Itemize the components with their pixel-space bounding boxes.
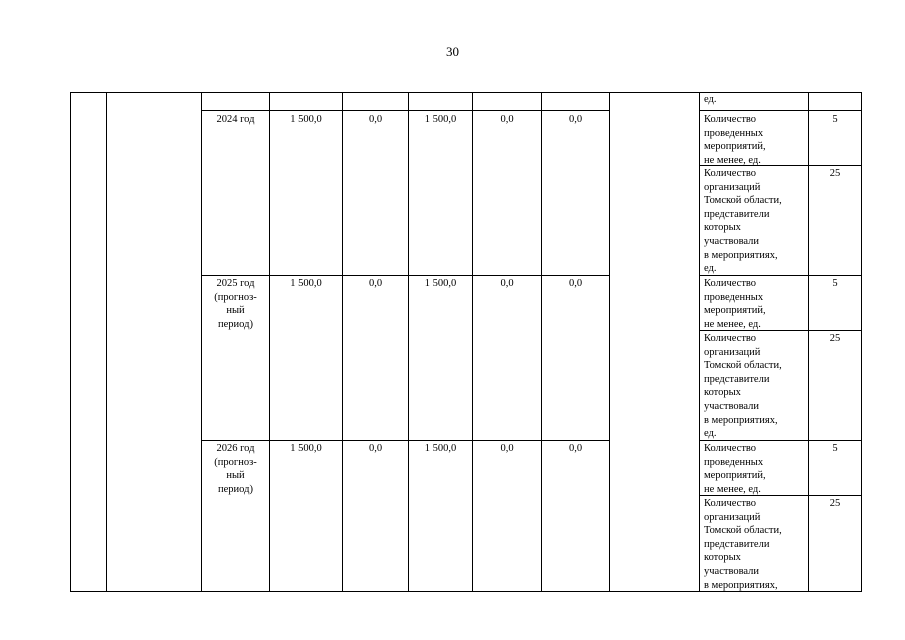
table-column-divider xyxy=(472,92,473,591)
table-cell-value: 0,0 xyxy=(368,443,383,454)
table-row-divider xyxy=(201,275,610,276)
table-cell-year: 2024 год xyxy=(216,114,255,125)
table-cell-value: 1 500,0 xyxy=(424,278,457,289)
table-row-divider xyxy=(201,440,610,441)
table-column-divider xyxy=(106,92,107,591)
table-cell-value: 0,0 xyxy=(500,278,514,289)
table-border-top xyxy=(70,92,862,93)
table-cell-value: 1 500,0 xyxy=(424,114,457,125)
table-cell-indicator: Количество организаций Томской области, представители которых участвовали в мероприятиях, ед. xyxy=(704,333,782,440)
table-cell-value: 0,0 xyxy=(368,114,383,125)
table-column-divider xyxy=(541,92,542,591)
table-cell-value: 1 500,0 xyxy=(290,278,322,289)
table-column-divider xyxy=(609,92,610,591)
table-cell-year: 2026 год (прогноз- ный период) xyxy=(214,443,257,495)
table-cell-value: 1 500,0 xyxy=(290,443,322,454)
table-cell-value: 0,0 xyxy=(368,278,383,289)
table-row-divider xyxy=(201,110,610,111)
table-border-left xyxy=(70,92,71,591)
table-cell-value: 0,0 xyxy=(568,278,583,289)
table-column-divider xyxy=(201,92,202,591)
table-cell-indicator-value: 25 xyxy=(829,498,841,509)
table-column-divider xyxy=(269,92,270,591)
table-cell-value: 0,0 xyxy=(568,443,583,454)
table-cell-value: 1 500,0 xyxy=(290,114,322,125)
table-column-divider xyxy=(342,92,343,591)
table-column-divider xyxy=(408,92,409,591)
table-cell-indicator-value: 5 xyxy=(832,443,838,454)
table-border-right xyxy=(861,92,862,591)
table-row-divider xyxy=(699,110,862,111)
table-cell-year: 2025 год (прогноз- ный период) xyxy=(214,278,257,330)
table-cell-indicator: Количество проведенных мероприятий, не менее, ед. xyxy=(704,443,766,495)
table-cell-top-fragment: ед. xyxy=(704,94,717,105)
table-cell-value: 0,0 xyxy=(500,443,514,454)
table-cell-indicator-value: 25 xyxy=(829,333,841,344)
table-cell-indicator: Количество проведенных мероприятий, не менее, ед. xyxy=(704,114,766,166)
table-column-divider xyxy=(699,92,700,591)
table-cell-indicator-value: 25 xyxy=(829,168,841,179)
table-cell-value: 1 500,0 xyxy=(424,443,457,454)
table-cell-value: 0,0 xyxy=(500,114,514,125)
table-cell-indicator-value: 5 xyxy=(832,278,838,289)
table-cell-indicator: Количество проведенных мероприятий, не менее, ед. xyxy=(704,278,766,330)
table-cell-indicator: Количество организаций Томской области, представители которых участвовали в мероприятиях, xyxy=(704,498,782,591)
table-cell-value: 0,0 xyxy=(568,114,583,125)
table-cell-indicator: Количество организаций Томской области, представители которых участвовали в мероприятиях, ед. xyxy=(704,168,782,275)
page-number: 30 xyxy=(446,44,459,59)
table-cell-indicator-value: 5 xyxy=(832,114,838,125)
